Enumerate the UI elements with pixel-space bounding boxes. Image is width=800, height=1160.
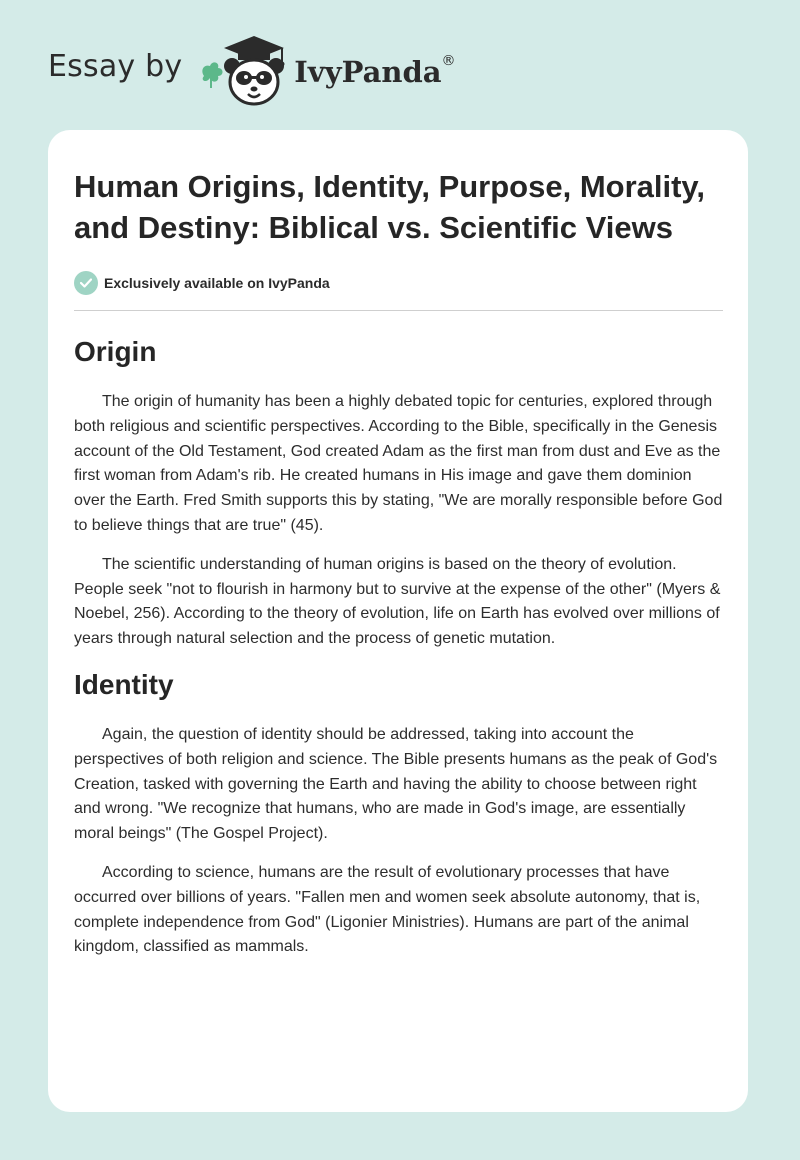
section-heading-identity: Identity — [74, 668, 174, 700]
paragraph: The origin of humanity has been a highly debated topic for centuries, explored through both religious and scientific perspectives. According to the Bible, specifically in the Genesis account of the Old Testament, God created Adam as the first man from dust and Eve as the first woman from Adam's rib. He created humans in His image and gave them dominion over the Earth. Fred Smith supports this by stating, "We are morally responsible before God to believe things that are true" (45). — [74, 393, 723, 534]
paragraph: According to science, humans are the result of evolutionary processes that have occurred over billions of years. "Fallen men and women seek absolute autonomy, that is, complete independence from God" (Ligonier Ministries). Humans are part of the animal kingdom, classified as mammals. — [74, 863, 701, 956]
panda-graduate-icon[interactable] — [198, 30, 290, 110]
essay-content — [74, 166, 723, 960]
exclusive-badge — [74, 270, 723, 296]
title-divider — [74, 310, 723, 311]
brand-name-text: IvyPanda — [294, 55, 442, 89]
document-title: Human Origins, Identity, Purpose, Morality, and Destiny: Biblical vs. Scientific Views — [74, 169, 705, 245]
paragraph: Again, the question of identity should be addressed, taking into account the perspectives of both religion and science. The Bible presents humans as the peak of God's Creation, tasked with governing the Earth and having the ability to choose between right and wrong. "We recognize that humans, who are made in God's image, are essentially moral beings" (The Gospel Project). — [74, 725, 718, 843]
brand-name[interactable] — [294, 55, 455, 89]
essay-card — [48, 130, 748, 1112]
exclusive-label: Exclusively available on IvyPanda — [104, 275, 330, 291]
paragraph: The scientific understanding of human origins is based on the theory of evolution. People seek "not to flourish in harmony but to survive at the expense of the other" (Myers & Noebel, 256). According to the theory of evolution, life on Earth has evolved over millions of years through natural selection and the process of genetic mutation. — [74, 555, 721, 648]
section-heading-origin: Origin — [74, 336, 157, 367]
registered-mark: ® — [441, 53, 456, 69]
brand-header — [48, 30, 456, 110]
check-circle-icon — [74, 271, 98, 295]
brand-prefix: Essay by — [48, 48, 183, 84]
